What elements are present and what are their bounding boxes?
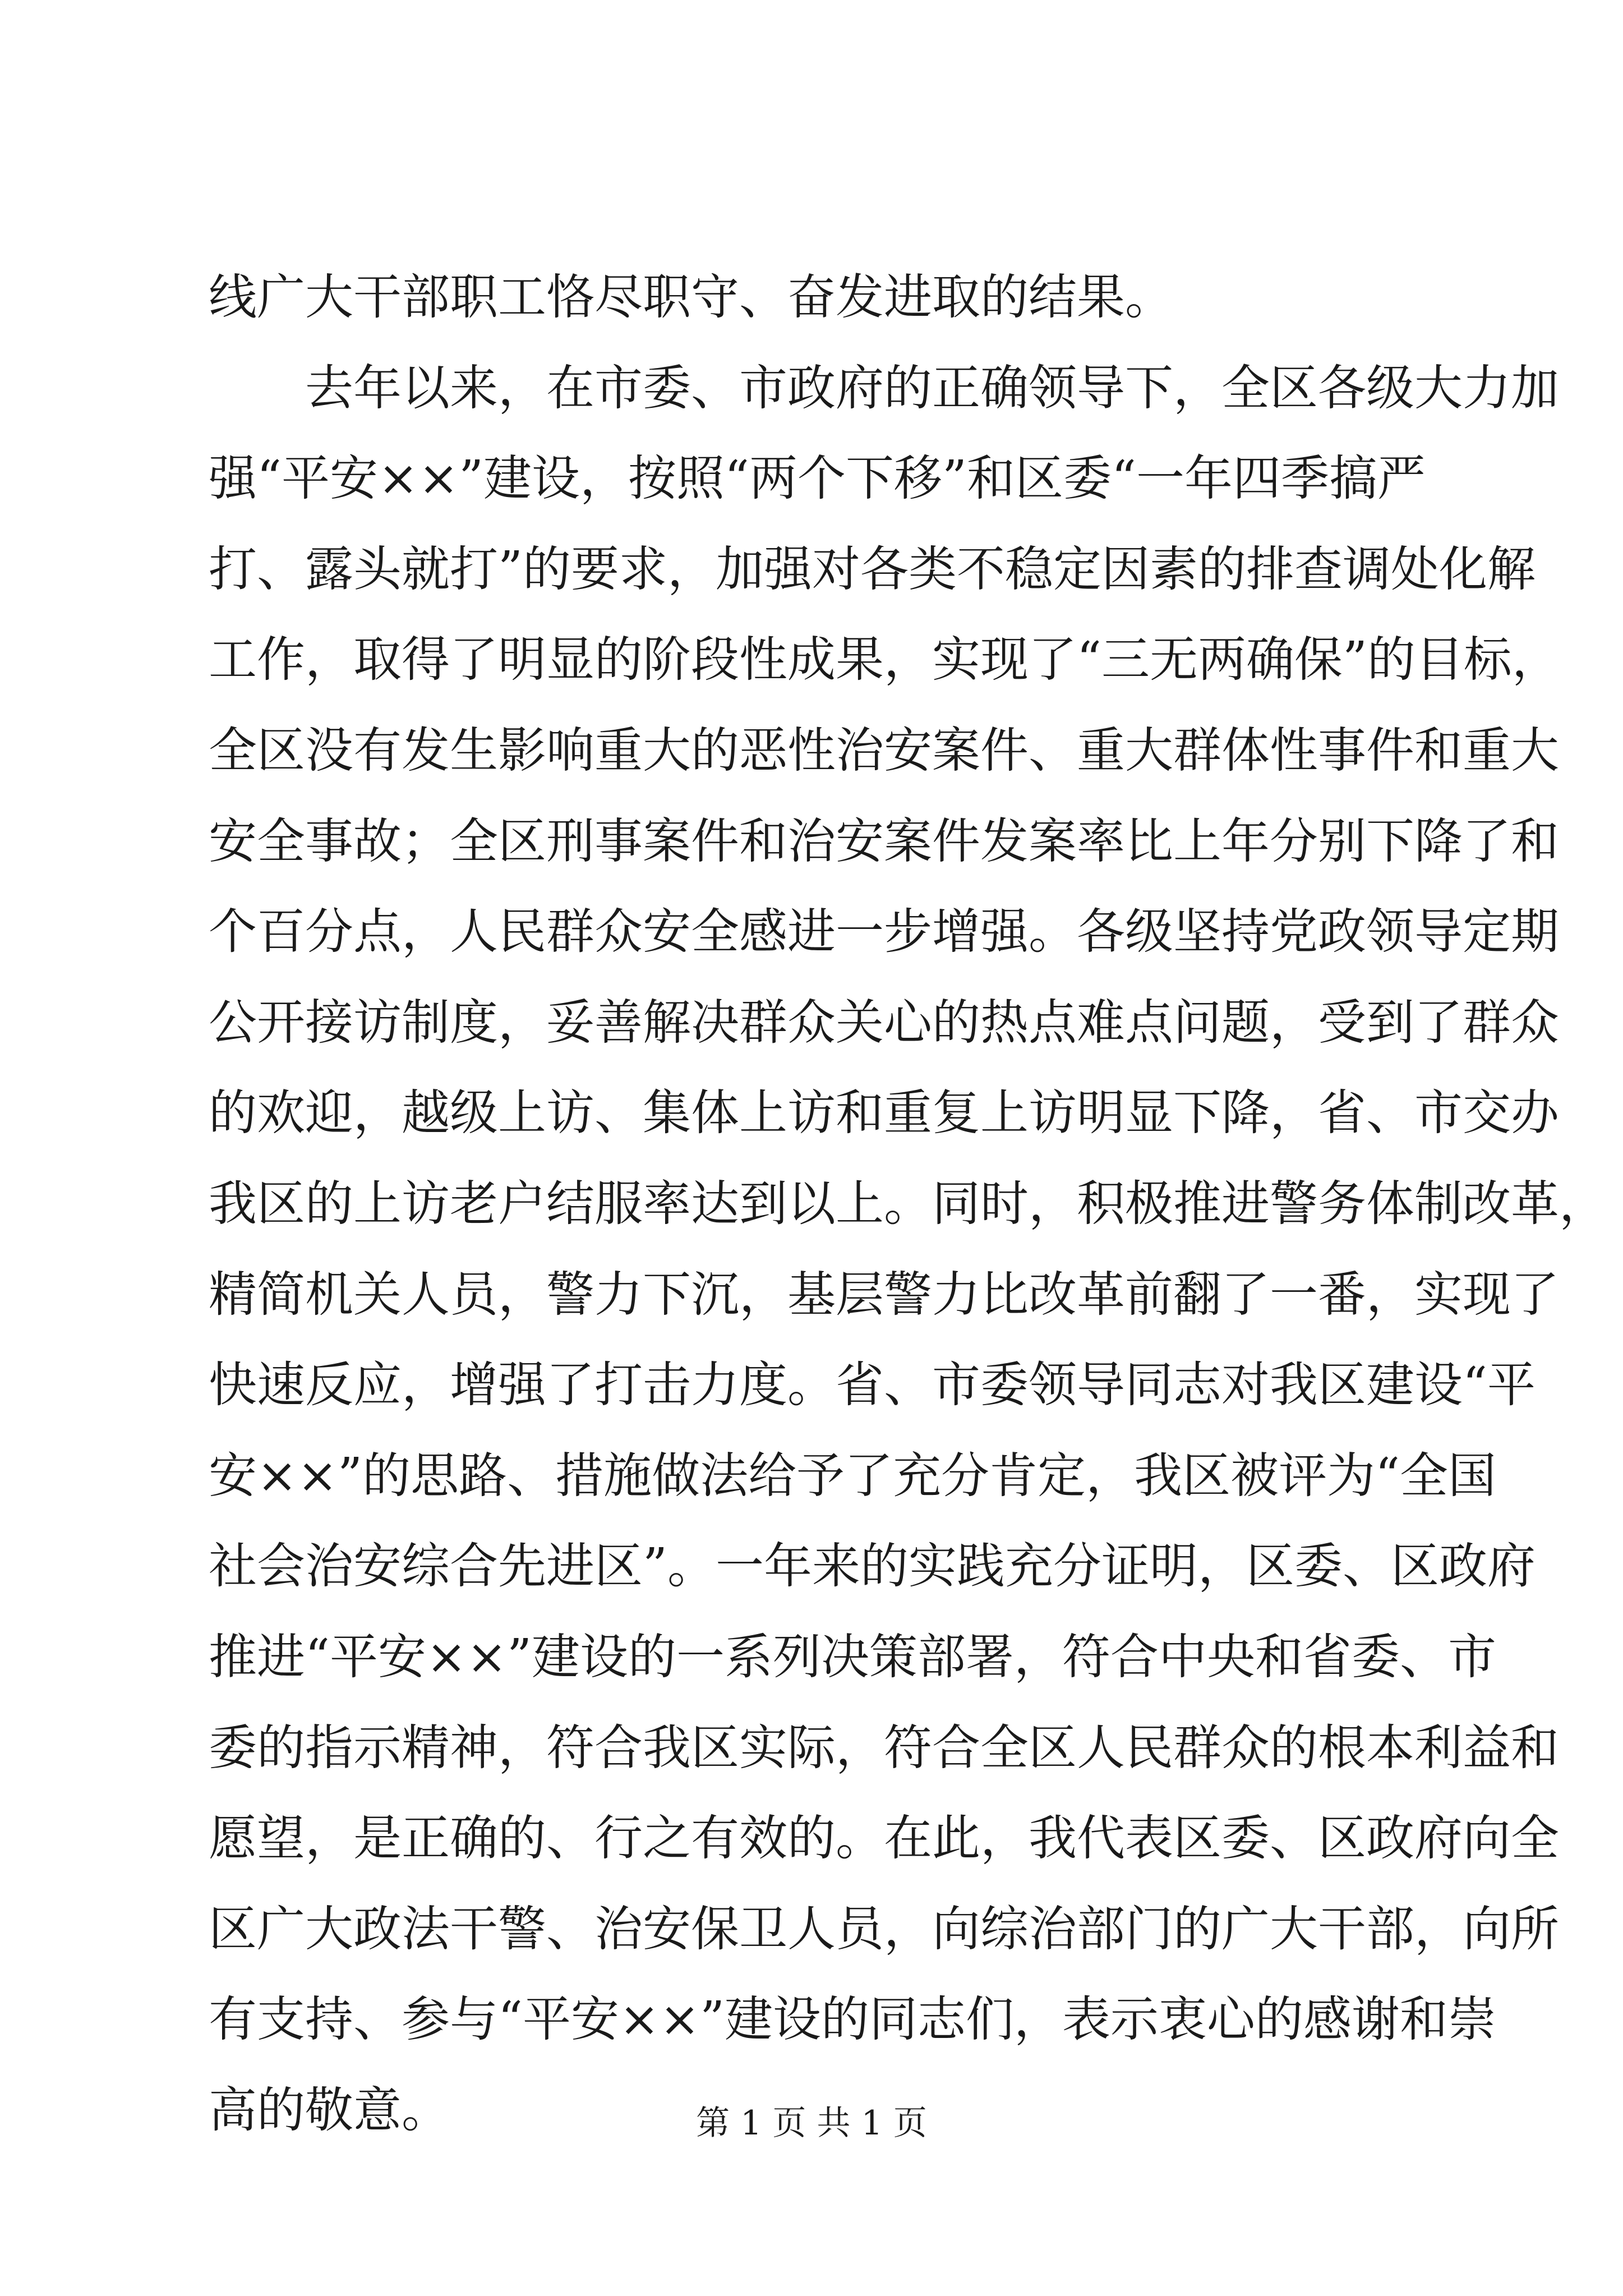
text-line: 有支持、参与“平安××”建设的同志们，表示衷心的感谢和崇: [209, 1991, 1497, 2048]
page-number-footer: 第 1 页 共 1 页: [696, 2104, 927, 2143]
text-line: 我区的上访老户结服率达到以上。同时，积极推进警务体制改革，: [209, 1175, 1607, 1232]
text-line: 高的敬意。: [209, 2082, 450, 2138]
text-line: 线广大干部职工恪尽职守、奋发进取的结果。: [209, 269, 1173, 325]
paragraph-first-line: 去年以来，在市委、市政府的正确领导下，全区各级大力加: [305, 360, 1559, 416]
text-line: 委的指示精神，符合我区实际，符合全区人民群众的根本利益和: [209, 1719, 1559, 1776]
text-line: 的欢迎，越级上访、集体上访和重复上访明显下降，省、市交办: [209, 1085, 1559, 1142]
text-line: 强“平安××”建设，按照“两个下移”和区委“一年四季搞严: [209, 450, 1426, 507]
text-line: 打、露头就打”的要求，加强对各类不稳定因素的排查调处化解: [209, 541, 1536, 597]
text-line: 安××”的思路、措施做法给予了充分肯定，我区被评为“全国: [209, 1447, 1497, 1504]
text-line: 全区没有发生影响重大的恶性治安案件、重大群体性事件和重大: [209, 722, 1559, 779]
text-line: 推进“平安××”建设的一系列决策部署，符合中央和省委、市: [209, 1628, 1497, 1685]
text-line: 个百分点，人民群众安全感进一步增强。各级坚持党政领导定期: [209, 904, 1559, 960]
text-line: 愿望，是正确的、行之有效的。在此，我代表区委、区政府向全: [209, 1810, 1559, 1867]
text-line: 工作，取得了明显的阶段性成果，实现了“三无两确保”的目标，: [209, 632, 1560, 688]
text-line: 安全事故；全区刑事案件和治安案件发案率比上年分别下降了和: [209, 813, 1559, 869]
text-line: 快速反应，增强了打击力度。省、市委领导同志对我区建设“平: [209, 1357, 1536, 1414]
text-line: 区广大政法干警、治安保卫人员，向综治部门的广大干部，向所: [209, 1901, 1559, 1957]
text-line: 社会治安综合先进区”。一年来的实践充分证明，区委、区政府: [209, 1538, 1536, 1595]
body-text: [209, 252, 1607, 2156]
text-line: 精简机关人员，警力下沉，基层警力比改革前翻了一番，实现了: [209, 1266, 1559, 1323]
text-line: 公开接访制度，妥善解决群众关心的热点难点问题，受到了群众: [209, 994, 1559, 1051]
